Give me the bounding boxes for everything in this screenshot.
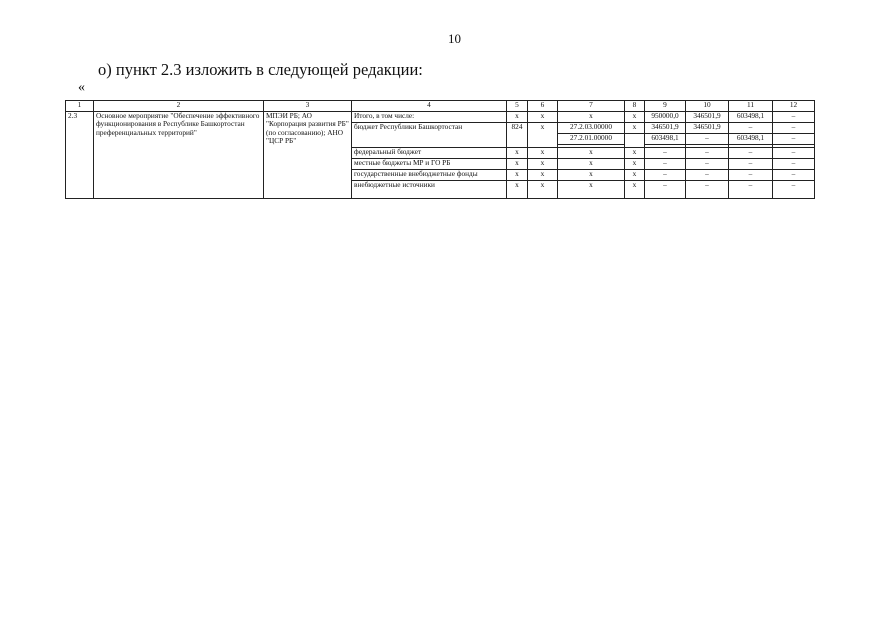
column-header: 2 xyxy=(94,101,264,112)
table-cell: – xyxy=(773,181,815,199)
funding-source: Итого, в том числе: xyxy=(352,112,507,123)
table-cell: х xyxy=(507,159,528,170)
funding-source: бюджет Республики Башкортостан xyxy=(352,123,507,148)
table-cell: – xyxy=(729,170,773,181)
table-cell: – xyxy=(773,123,815,134)
opening-quote: « xyxy=(78,80,85,95)
table-cell: 27.2.01.00000 xyxy=(558,134,625,145)
table-cell: – xyxy=(729,181,773,199)
page-number: 10 xyxy=(448,31,461,46)
table-cell: х xyxy=(558,170,625,181)
column-header: 10 xyxy=(686,101,729,112)
table-cell: – xyxy=(773,134,815,145)
table-cell: х xyxy=(507,181,528,199)
column-header: 8 xyxy=(625,101,645,112)
column-header: 6 xyxy=(528,101,558,112)
table-cell: 950000,0 xyxy=(645,112,686,123)
table-cell: – xyxy=(729,159,773,170)
funding-source: государственные внебюджетные фонды xyxy=(352,170,507,181)
table-cell: – xyxy=(773,112,815,123)
column-header: 12 xyxy=(773,101,815,112)
column-header: 9 xyxy=(645,101,686,112)
table-cell: – xyxy=(773,159,815,170)
table-cell: х xyxy=(528,148,558,159)
funding-source: местные бюджеты МР и ГО РБ xyxy=(352,159,507,170)
item-number: 2.3 xyxy=(66,112,94,199)
table-cell: 27.2.03.00000 xyxy=(558,123,625,134)
table-cell: х xyxy=(528,112,558,123)
table-cell: х xyxy=(558,159,625,170)
table-cell: – xyxy=(686,159,729,170)
funding-source: федеральный бюджет xyxy=(352,148,507,159)
table-cell: – xyxy=(729,123,773,134)
table-cell: 346501,9 xyxy=(686,112,729,123)
table-cell: х xyxy=(558,148,625,159)
table-cell: 346501,9 xyxy=(645,123,686,134)
table-cell: 603498,1 xyxy=(645,134,686,145)
table-cell: х xyxy=(507,112,528,123)
column-header: 1 xyxy=(66,101,94,112)
table-cell: х xyxy=(507,170,528,181)
table-cell: – xyxy=(645,159,686,170)
table-cell: 346501,9 xyxy=(686,123,729,134)
table-cell: – xyxy=(729,148,773,159)
table-cell: х xyxy=(625,159,645,170)
column-header: 4 xyxy=(352,101,507,112)
table-cell: – xyxy=(645,148,686,159)
section-heading: о) пункт 2.3 изложить в следующей редакции: xyxy=(98,60,423,79)
table-cell: – xyxy=(645,181,686,199)
table-cell: х xyxy=(625,170,645,181)
table-cell: – xyxy=(686,148,729,159)
table-cell: х xyxy=(528,123,558,148)
table-cell: х xyxy=(625,181,645,199)
table-cell: – xyxy=(773,148,815,159)
measure-name: Основное мероприятие "Обеспечение эффективного функционирования в Республике Башкортостан преференциальных территорий" xyxy=(94,112,264,199)
table-cell: х xyxy=(558,181,625,199)
table-cell: х xyxy=(558,112,625,123)
column-header: 3 xyxy=(264,101,352,112)
table-cell: х xyxy=(528,170,558,181)
table-cell: – xyxy=(686,134,729,145)
table-cell: х xyxy=(528,159,558,170)
column-header: 11 xyxy=(729,101,773,112)
table-cell: х xyxy=(625,123,645,134)
table-cell: х xyxy=(528,181,558,199)
funding-source: внебюджетные источники xyxy=(352,181,507,199)
column-header: 5 xyxy=(507,101,528,112)
table-cell: 824 xyxy=(507,123,528,148)
table-cell: 603498,1 xyxy=(729,112,773,123)
table-cell: – xyxy=(773,170,815,181)
table-cell: – xyxy=(686,170,729,181)
table-cell: х xyxy=(507,148,528,159)
table-row xyxy=(66,112,815,123)
table-cell: х xyxy=(625,112,645,123)
table-header-row xyxy=(66,101,815,112)
budget-table xyxy=(65,100,815,199)
column-header: 7 xyxy=(558,101,625,112)
table-cell xyxy=(625,134,645,148)
table-cell: – xyxy=(645,170,686,181)
executors: МПЭИ РБ; АО "Корпорация развития РБ" (по согласованию); АНО "ЦСР РБ" xyxy=(264,112,352,199)
table-cell: х xyxy=(625,148,645,159)
table-cell: – xyxy=(686,181,729,199)
table-cell: 603498,1 xyxy=(729,134,773,145)
